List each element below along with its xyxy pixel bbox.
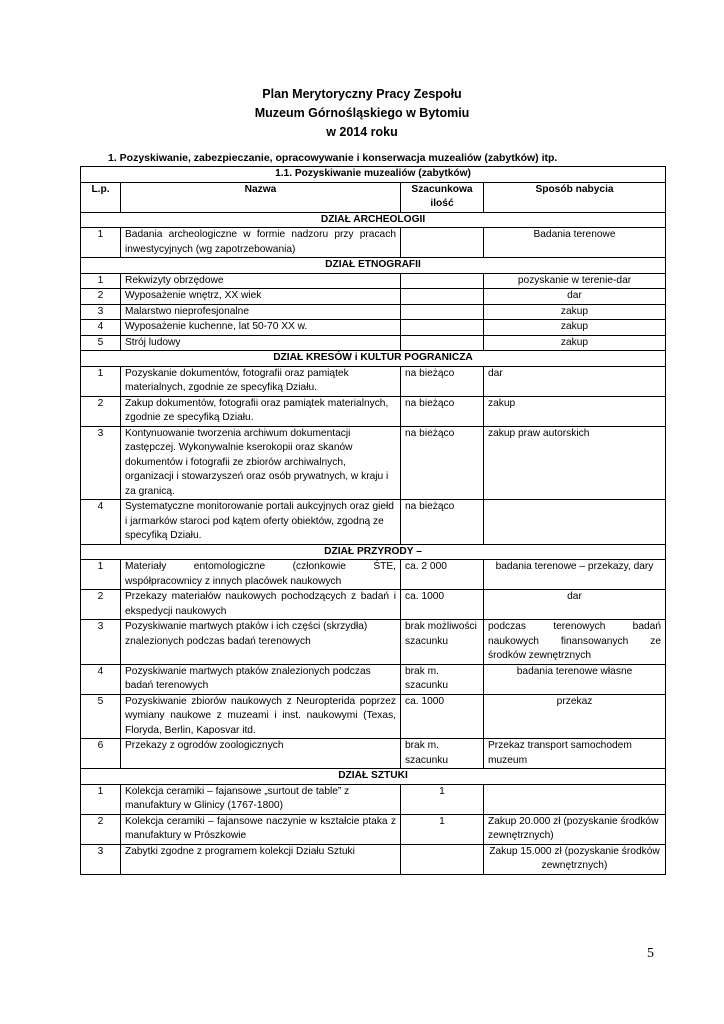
cell-ilosc: brak m. szacunku	[401, 664, 484, 694]
cell-sposob: badania terenowe – przekazy, dary	[484, 560, 666, 590]
cell-sposob: Zakup 15.000 zł (pozyskanie środków zewnętrznych)	[484, 844, 666, 874]
cell-ilosc	[401, 228, 484, 258]
cell-ilosc: 1	[401, 814, 484, 844]
cell-nazwa: Pozyskiwanie martwych ptaków znalezionych podczas badań terenowych	[121, 664, 401, 694]
table-row	[81, 620, 666, 665]
department-row	[81, 351, 666, 367]
cell-nazwa: Systematyczne monitorowanie portali aukcyjnych oraz giełd i jarmarków staroci pod kątem oferty obiektów, zgodną ze specyfiką Działu.	[121, 500, 401, 545]
department-name: DZIAŁ ARCHEOLOGII	[81, 212, 666, 228]
cell-ilosc: na bieżąco	[401, 366, 484, 396]
title-line-2: Muzeum Górnośląskiego w Bytomiu	[254, 106, 470, 120]
cell-ilosc: na bieżąco	[401, 500, 484, 545]
cell-lp: 5	[81, 335, 121, 351]
table-row	[81, 320, 666, 336]
cell-ilosc	[401, 273, 484, 289]
table-row	[81, 664, 666, 694]
cell-lp: 1	[81, 560, 121, 590]
cell-nazwa: Strój ludowy	[121, 335, 401, 351]
cell-ilosc	[401, 844, 484, 874]
cell-lp: 2	[81, 590, 121, 620]
department-row	[81, 769, 666, 785]
cell-sposob: pozyskanie w terenie-dar	[484, 273, 666, 289]
cell-nazwa: Pozyskiwanie martwych ptaków i ich części (skrzydła) znalezionych podczas badań terenowych	[121, 620, 401, 665]
cell-sposob: dar	[484, 289, 666, 305]
cell-lp: 4	[81, 320, 121, 336]
cell-lp: 1	[81, 273, 121, 289]
table-row	[81, 844, 666, 874]
document-title	[0, 85, 724, 142]
department-name: DZIAŁ ETNOGRAFII	[81, 258, 666, 274]
page-number: 5	[647, 946, 654, 961]
cell-nazwa: Zabytki zgodne z programem kolekcji Działu Sztuki	[121, 844, 401, 874]
table-row	[81, 694, 666, 739]
cell-sposob: zakup	[484, 304, 666, 320]
acquisition-table	[80, 166, 666, 875]
cell-nazwa: Rekwizyty obrzędowe	[121, 273, 401, 289]
cell-sposob: zakup	[484, 396, 666, 426]
cell-lp: 2	[81, 396, 121, 426]
cell-nazwa: Przekazy materiałów naukowych pochodzących z badań i ekspedycji naukowych	[121, 590, 401, 620]
cell-lp: 6	[81, 739, 121, 769]
cell-ilosc	[401, 335, 484, 351]
cell-ilosc	[401, 304, 484, 320]
cell-lp: 1	[81, 784, 121, 814]
header-sposob: Sposób nabycia	[484, 182, 666, 212]
subsection-heading-row	[81, 167, 666, 183]
cell-sposob: Badania terenowe	[484, 228, 666, 258]
cell-sposob	[484, 500, 666, 545]
cell-nazwa: Malarstwo nieprofesjonalne	[121, 304, 401, 320]
table-row	[81, 560, 666, 590]
department-row	[81, 544, 666, 560]
cell-sposob: Przekaz transport samochodem muzeum	[484, 739, 666, 769]
cell-ilosc: na bieżąco	[401, 426, 484, 500]
cell-sposob: podczas terenowych badań naukowych finansowanych ze środków zewnętrznych	[484, 620, 666, 665]
cell-lp: 3	[81, 426, 121, 500]
table-row	[81, 784, 666, 814]
cell-lp: 2	[81, 814, 121, 844]
cell-lp: 3	[81, 844, 121, 874]
title-line-3: w 2014 roku	[326, 125, 398, 139]
cell-lp: 5	[81, 694, 121, 739]
cell-sposob: dar	[484, 366, 666, 396]
table-row	[81, 366, 666, 396]
section-heading: 1. Pozyskiwanie, zabezpieczanie, opracowywanie i konserwacja muzealiów (zabytków) itp.	[108, 152, 558, 164]
cell-sposob: zakup	[484, 320, 666, 336]
cell-sposob	[484, 784, 666, 814]
cell-sposob: zakup praw autorskich	[484, 426, 666, 500]
cell-lp: 4	[81, 500, 121, 545]
cell-lp: 3	[81, 304, 121, 320]
table-row	[81, 228, 666, 258]
department-name: DZIAŁ KRESÓW i KULTUR POGRANICZA	[81, 351, 666, 367]
table-row	[81, 273, 666, 289]
cell-nazwa: Wyposażenie kuchenne, lat 50-70 XX w.	[121, 320, 401, 336]
cell-nazwa: Badania archeologiczne w formie nadzoru przy pracach inwestycyjnych (wg zapotrzebowania)	[121, 228, 401, 258]
cell-ilosc: ca. 2 000	[401, 560, 484, 590]
department-name: DZIAŁ SZTUKI	[81, 769, 666, 785]
cell-nazwa: Wyposażenie wnętrz, XX wiek	[121, 289, 401, 305]
header-row	[81, 182, 666, 212]
table-row	[81, 590, 666, 620]
title-line-1: Plan Merytoryczny Pracy Zespołu	[262, 87, 462, 101]
header-lp: L.p.	[81, 182, 121, 212]
department-row	[81, 212, 666, 228]
cell-nazwa: Materiały entomologiczne (członkowie ŚTE, współpracownicy z innych placówek naukowych	[121, 560, 401, 590]
cell-sposob: badania terenowe własne	[484, 664, 666, 694]
table-row	[81, 739, 666, 769]
cell-ilosc: 1	[401, 784, 484, 814]
subsection-heading: 1.1. Pozyskiwanie muzealiów (zabytków)	[81, 167, 666, 183]
cell-sposob: przekaz	[484, 694, 666, 739]
department-name: DZIAŁ PRZYRODY –	[81, 544, 666, 560]
header-nazwa: Nazwa	[121, 182, 401, 212]
table-body	[81, 212, 666, 874]
cell-sposob: zakup	[484, 335, 666, 351]
header-ilosc: Szacunkowa ilość	[401, 182, 484, 212]
cell-nazwa: Kontynuowanie tworzenia archiwum dokumentacji zastępczej. Wykonywalnie kserokopii oraz skanów dokumentów i fotografii ze zbiorów archiwalnych, organizacji i stowarzyszeń oraz osób prywatnych, w kraju i za granicą.	[121, 426, 401, 500]
table-row	[81, 426, 666, 500]
table-row	[81, 289, 666, 305]
cell-sposob: Zakup 20.000 zł (pozyskanie środków zewnętrznych)	[484, 814, 666, 844]
cell-lp: 3	[81, 620, 121, 665]
cell-ilosc: ca. 1000	[401, 694, 484, 739]
cell-ilosc: brak m. szacunku	[401, 739, 484, 769]
cell-ilosc: ca. 1000	[401, 590, 484, 620]
cell-ilosc	[401, 289, 484, 305]
table-row	[81, 814, 666, 844]
table-row	[81, 335, 666, 351]
cell-ilosc: na bieżąco	[401, 396, 484, 426]
cell-lp: 1	[81, 228, 121, 258]
cell-nazwa: Kolekcja ceramiki – fajansowe „surtout de table” z manufaktury w Glinicy (1767-1800)	[121, 784, 401, 814]
cell-lp: 4	[81, 664, 121, 694]
cell-lp: 1	[81, 366, 121, 396]
cell-nazwa: Kolekcja ceramiki – fajansowe naczynie w kształcie ptaka z manufaktury w Prószkowie	[121, 814, 401, 844]
cell-nazwa: Pozyskanie dokumentów, fotografii oraz pamiątek materialnych, zgodnie ze specyfiką Działu.	[121, 366, 401, 396]
cell-nazwa: Pozyskiwanie zbiorów naukowych z Neuropterida poprzez wymiany naukowe z muzeami i inst. naukowymi (Texas, Floryda, Berlin, Kaposvar itd.	[121, 694, 401, 739]
cell-ilosc	[401, 320, 484, 336]
table-row	[81, 500, 666, 545]
cell-nazwa: Zakup dokumentów, fotografii oraz pamiątek materialnych, zgodnie ze specyfiką Działu.	[121, 396, 401, 426]
table-row	[81, 396, 666, 426]
department-row	[81, 258, 666, 274]
table-row	[81, 304, 666, 320]
cell-nazwa: Przekazy z ogrodów zoologicznych	[121, 739, 401, 769]
cell-ilosc: brak możliwości szacunku	[401, 620, 484, 665]
cell-lp: 2	[81, 289, 121, 305]
cell-sposob: dar	[484, 590, 666, 620]
